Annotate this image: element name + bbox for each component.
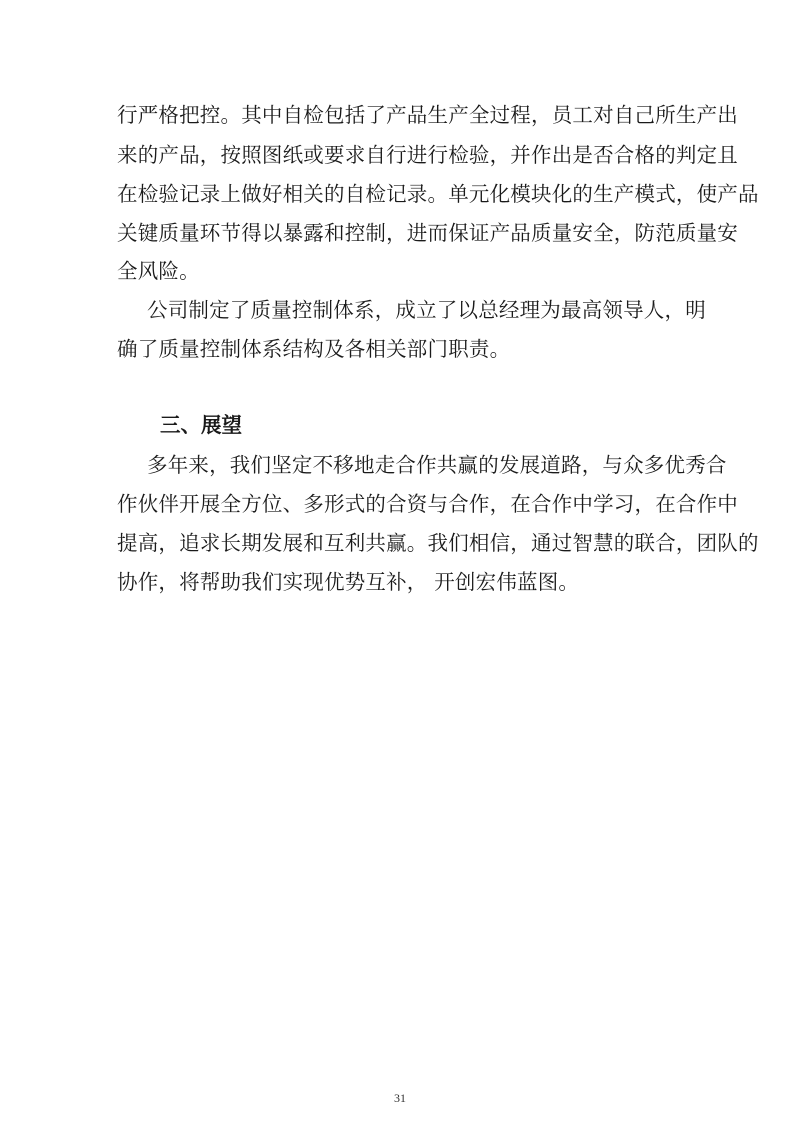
paragraph-line: 作伙伴开展全方位、多形式的合资与合作，在合作中学习，在合作中 [117,492,738,516]
paragraph-line: 在检验记录上做好相关的自检记录。单元化模块化的生产模式，使产品 [117,182,759,206]
paragraph-line: 协作，将帮助我们实现优势互补， 开创宏伟蓝图。 [117,570,580,594]
paragraph-line: 行严格把控。其中自检包括了产品生产全过程，员工对自己所生产出 [117,103,738,127]
section-heading: 三、展望 [160,413,242,437]
paragraph-line: 公司制定了质量控制体系，成立了以总经理为最高领导人，明 [147,298,706,322]
paragraph-line: 多年来，我们坚定不移地走合作共赢的发展道路，与众多优秀合 [147,453,727,477]
paragraph-line: 来的产品，按照图纸或要求自行进行检验，并作出是否合格的判定且 [117,143,738,167]
paragraph-line: 全风险。 [117,259,200,283]
paragraph-line: 关键质量环节得以暴露和控制，进而保证产品质量安全，防范质量安 [117,221,738,245]
paragraph-line: 提高，追求长期发展和互利共赢。我们相信，通过智慧的联合，团队的 [117,531,759,555]
page-number: 31 [394,1091,406,1105]
paragraph-line: 确了质量控制体系结构及各相关部门职责。 [117,337,511,361]
